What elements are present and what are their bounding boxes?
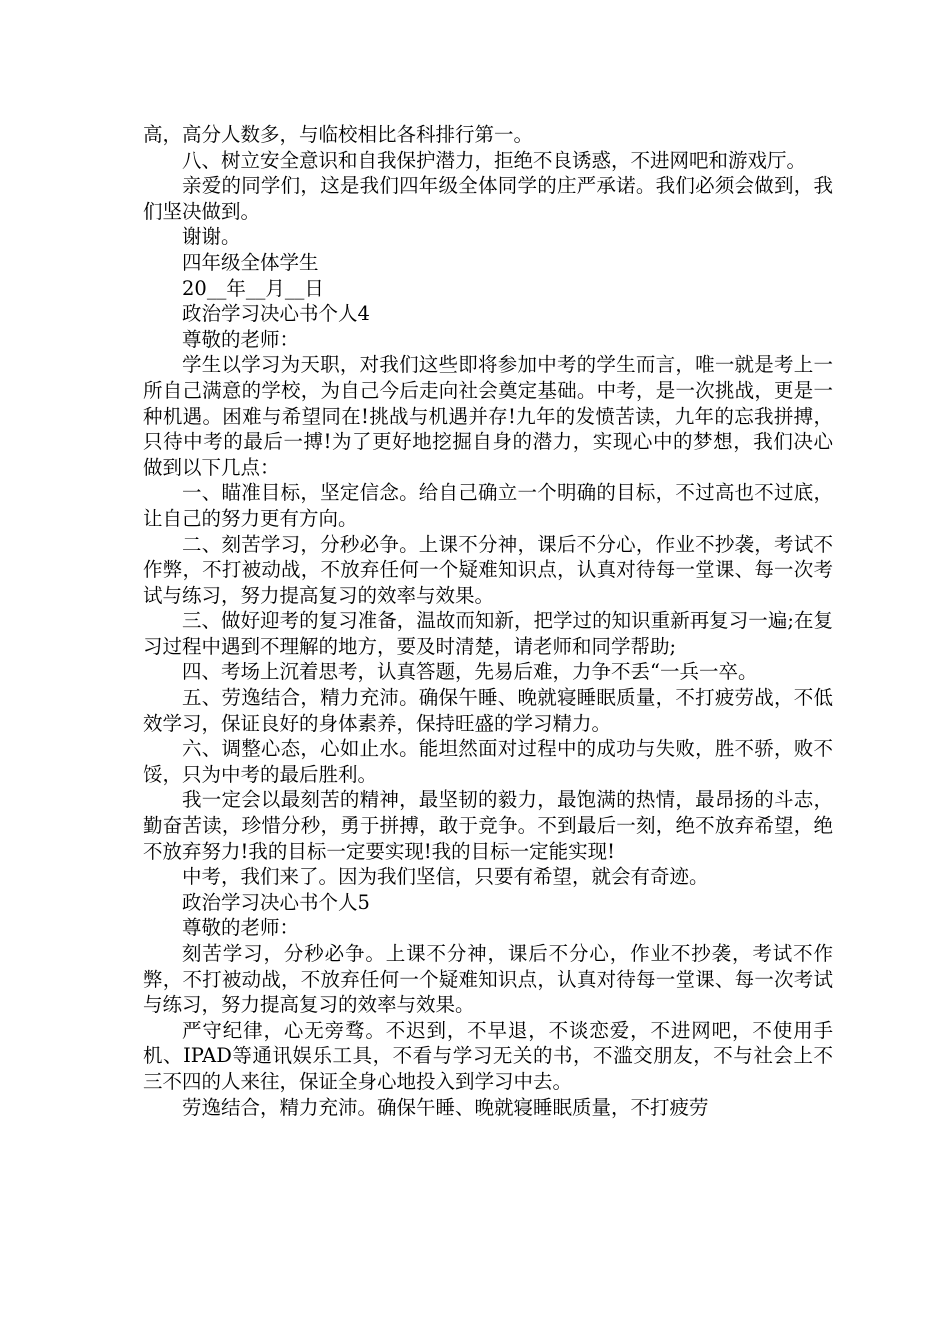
paragraph: 八、树立安全意识和自我保护潜力，拒绝不良诱惑，不进网吧和游戏厅。: [182, 148, 807, 172]
paragraph: 我一定会以最刻苦的精神，最坚韧的毅力，最饱满的热情，最昂扬的斗志，勤奋苦读，珍惜分秒，勇于拼搏，敢于竞争。不到最后一刻，绝不放弃希望，绝不放弃努力!我的目标一定要实现!我的目标一定能实现!: [143, 788, 833, 863]
paragraph: 一、瞄准目标，坚定信念。给自己确立一个明确的目标，不过高也不过底，让自己的努力更有方向。: [143, 481, 833, 530]
paragraph: 五、劳逸结合，精力充沛。确保午睡、晚就寝睡眠质量，不打疲劳战，不低效学习，保证良好的身体素养，保持旺盛的学习精力。: [143, 686, 833, 735]
paragraph: 四、考场上沉着思考，认真答题，先易后难，力争不丢“一兵一卒。: [182, 660, 758, 684]
paragraph: 尊敬的老师：: [182, 916, 300, 940]
paragraph: 三、做好迎考的复习准备，温故而知新，把学过的知识重新再复习一遍;在复习过程中遇到不理解的地方，要及时清楚，请老师和同学帮助;: [143, 609, 833, 658]
paragraph: 政治学习决心书个人4: [182, 302, 370, 326]
document-body: [143, 122, 833, 1120]
paragraph: 四年级全体学生: [182, 250, 319, 274]
paragraph: 20__年__月__日: [182, 276, 324, 300]
paragraph: 高，高分人数多，与临校相比各科排行第一。: [143, 123, 534, 146]
paragraph: 二、刻苦学习，分秒必争。上课不分神，课后不分心，作业不抄袭，考试不作弊，不打被动战，不放弃任何一个疑难知识点，认真对待每一堂课、每一次考试与练习，努力提高复习的效率与效果。: [143, 532, 833, 607]
paragraph: 亲爱的同学们，这是我们四年级全体同学的庄严承诺。我们必须会做到，我们坚决做到。: [143, 174, 833, 223]
paragraph: 劳逸结合，精力充沛。确保午睡、晚就寝睡眠质量，不打疲劳: [182, 1095, 709, 1119]
paragraph: 政治学习决心书个人5: [182, 890, 370, 914]
paragraph: 严守纪律，心无旁骛。不迟到，不早退，不谈恋爱，不进网吧，不使用手机、IPAD等通讯娱乐工具，不看与学习无关的书，不滥交朋友，不与社会上不三不四的人来往，保证全身心地投入到学习中去。: [143, 1018, 833, 1093]
paragraph: 刻苦学习，分秒必争。上课不分神，课后不分心，作业不抄袭，考试不作弊，不打被动战，不放弃任何一个疑难知识点，认真对待每一堂课、每一次考试与练习，努力提高复习的效率与效果。: [143, 942, 833, 1017]
paragraph: 中考，我们来了。因为我们坚信，只要有希望，就会有奇迹。: [182, 865, 709, 889]
paragraph: 尊敬的老师：: [182, 327, 300, 351]
paragraph: 六、调整心态，心如止水。能坦然面对过程中的成功与失败，胜不骄，败不馁，只为中考的最后胜利。: [143, 737, 833, 786]
paragraph: 学生以学习为天职，对我们这些即将参加中考的学生而言，唯一就是考上一所自己满意的学校，为自己今后走向社会奠定基础。中考，是一次挑战，更是一种机遇。困难与希望同在!挑战与机遇并存!九年的发愤苦读，九年的忘我拼搏，只待中考的最后一搏!为了更好地挖掘自身的潜力，实现心中的梦想，我们决心做到以下几点：: [143, 353, 833, 479]
paragraph: 谢谢。: [182, 225, 241, 249]
